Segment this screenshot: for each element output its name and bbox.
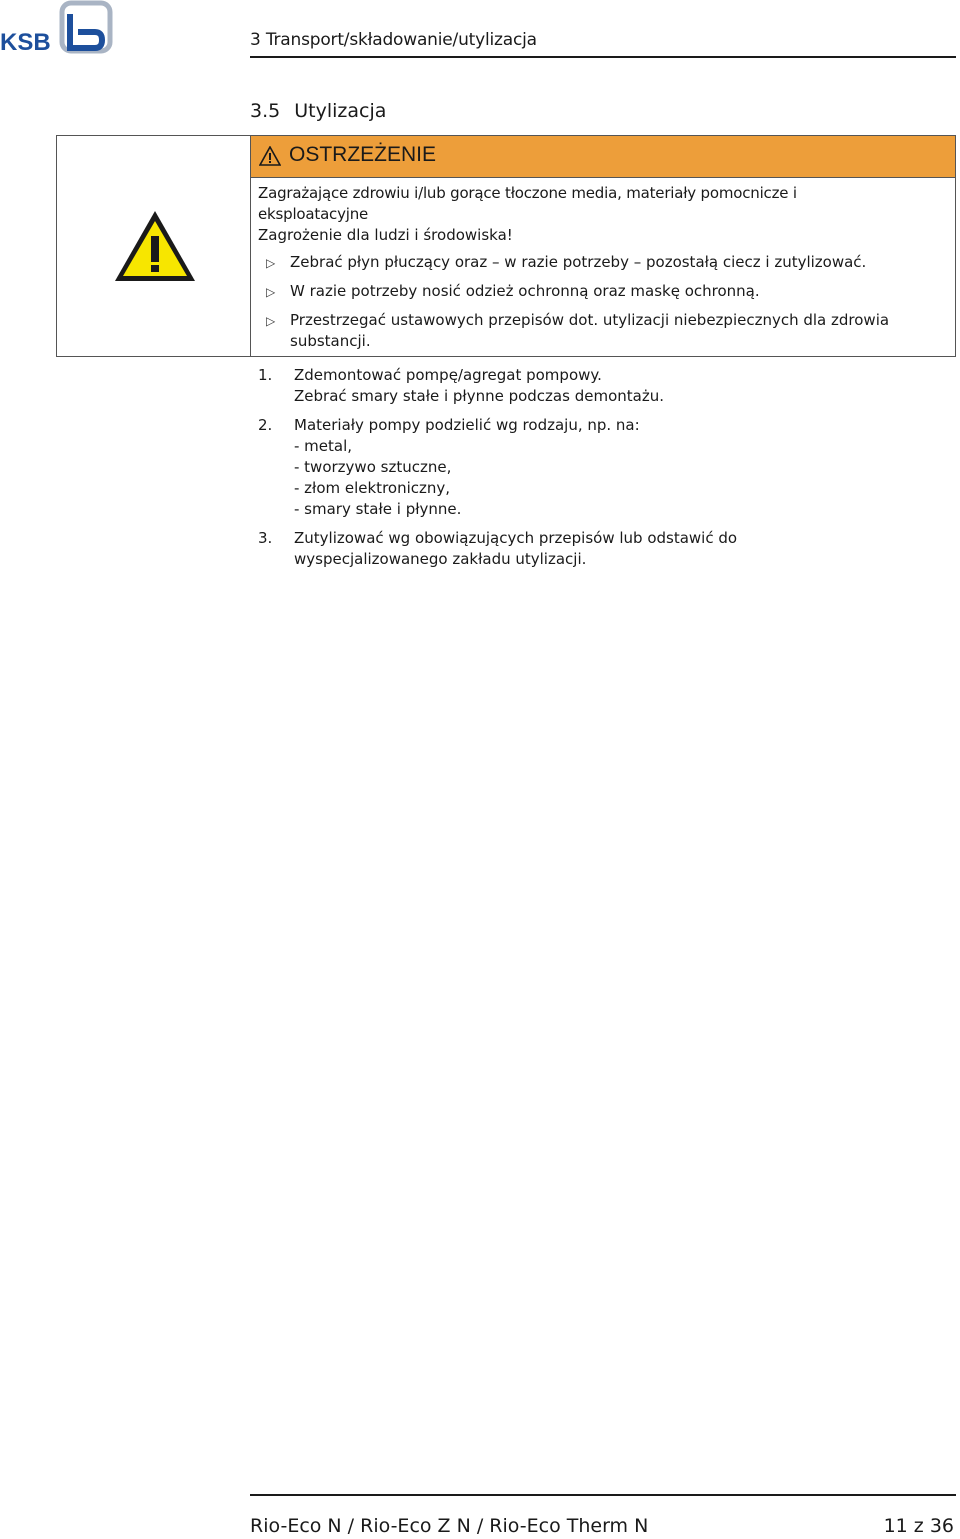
warning-measure: ▷ Zebrać płyn płuczący oraz – w razie potrzeby – pozostałą ciecz i zutylizować. <box>258 252 949 273</box>
warning-triangle-icon <box>112 208 198 284</box>
warning-body <box>258 183 949 360</box>
step-text: wyspecjalizowanego zakładu utylizacji. <box>294 550 587 568</box>
header-divider <box>250 56 956 58</box>
warning-measure: ▷ W razie potrzeby nosić odzież ochronną oraz maskę ochronną. <box>258 281 949 302</box>
step-text: Materiały pompy podzielić wg rodzaju, np. na: <box>294 416 640 434</box>
section-number: 3.5 <box>250 100 281 122</box>
step-text: Zdemontować pompę/agregat pompowy. <box>294 366 602 384</box>
warning-hazard-line: Zagrażające zdrowiu i/lub gorące tłoczone media, materiały pomocnicze i <box>258 184 797 202</box>
warning-hazard-line: eksploatacyjne <box>258 205 369 223</box>
step-text: - metal, <box>294 437 353 455</box>
step-text: Zutylizować wg obowiązujących przepisów lub odstawić do <box>294 529 738 547</box>
warning-hazard <box>258 183 949 225</box>
step-text: - złom elektroniczny, <box>294 479 451 497</box>
page-number: 11 z 36 <box>883 1515 954 1537</box>
step-number: 3. <box>258 529 273 547</box>
ksb-logo <box>0 0 120 56</box>
logo-text: KSB <box>0 29 51 56</box>
step-text: - smary stałe i płynne. <box>294 500 462 518</box>
warning-measure: ▷ Przestrzegać ustawowych przepisów dot. utylizacji niebezpiecznych dla zdrowia substancji. <box>266 311 890 350</box>
section-title: Utylizacja <box>294 100 387 122</box>
step-text: - tworzywo sztuczne, <box>294 458 452 476</box>
warning-consequence: Zagrożenie dla ludzi i środowiska! <box>258 226 513 244</box>
footer-divider <box>250 1494 956 1496</box>
bullet-triangle-icon: ▷ <box>266 256 276 270</box>
step-item <box>258 365 948 407</box>
warning-box <box>56 135 956 357</box>
step-item <box>258 528 948 570</box>
section-heading <box>250 100 386 122</box>
warning-measures <box>258 252 949 352</box>
warning-label: OSTRZEŻENIE <box>289 143 437 166</box>
warning-sign-cell <box>57 136 251 356</box>
chapter-title: 3 Transport/składowanie/utylizacja <box>250 30 537 50</box>
warning-small-icon <box>259 146 281 166</box>
step-number: 1. <box>258 366 273 384</box>
disposal-steps <box>258 365 948 578</box>
step-item <box>258 415 948 520</box>
bullet-triangle-icon: ▷ <box>266 285 276 299</box>
warning-header <box>251 136 955 178</box>
step-text: Zebrać smary stałe i płynne podczas demontażu. <box>294 387 664 405</box>
bullet-triangle-icon: ▷ <box>266 314 276 328</box>
step-number: 2. <box>258 416 273 434</box>
footer-product: Rio-Eco N / Rio-Eco Z N / Rio-Eco Therm N <box>250 1515 649 1537</box>
